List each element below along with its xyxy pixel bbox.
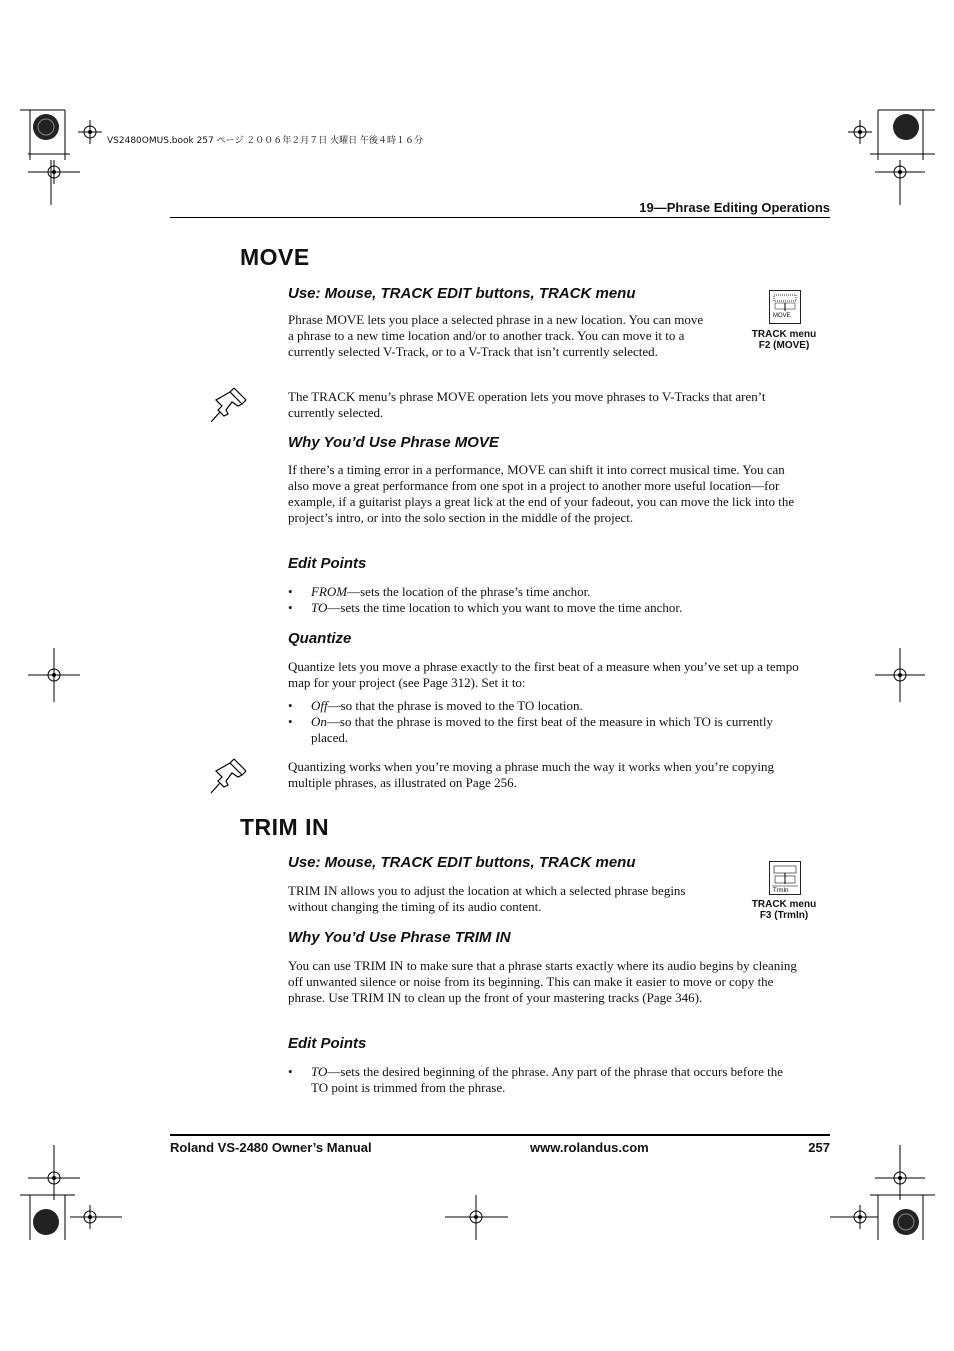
trim-in-icon-caption-line2: F3 (TrmIn) <box>759 910 809 921</box>
running-head: 19—Phrase Editing Operations <box>639 200 830 215</box>
move-quantize-heading: Quantize <box>288 630 352 647</box>
quantize-term: Off <box>311 698 328 713</box>
move-edit-points-heading: Edit Points <box>288 555 367 572</box>
quantize-options-list <box>288 698 803 746</box>
trim-in-track-menu-icon <box>769 861 801 895</box>
edit-point-text: —sets the location of the phrase’s time anchor. <box>347 584 591 599</box>
trim-in-icon-caption <box>734 899 834 921</box>
footer-rule <box>170 1134 830 1136</box>
move-note: The TRACK menu’s phrase MOVE operation lets you move phrases to V-Tracks that aren’t currently selected. <box>288 389 766 420</box>
edit-point-text: —sets the time location to which you want to move the time anchor. <box>327 600 683 615</box>
move-why-text: If there’s a timing error in a performance, MOVE can shift it into correct musical time. You can also move a great performance from one spot in a project to another more useful location—for example, if a guitarist plays a great lick at the end of your fadeout, you can move the lick into the project’s intro, or into the solo section in the middle of the project. <box>288 462 795 525</box>
section-title-trim-in: TRIM IN <box>240 814 330 840</box>
footer-manual-title: Roland VS-2480 Owner’s Manual <box>170 1140 372 1155</box>
file-header: VS2480OMUS.book 257 ページ ２００６年２月７日 火曜日 午後４時１６分 <box>107 136 424 146</box>
quantize-option-text: —so that the phrase is moved to the TO location. <box>327 698 583 713</box>
edit-point-term: TO <box>311 600 328 615</box>
header-rule <box>170 217 830 218</box>
list-item: • On—so that the phrase is moved to the first beat of the measure in which TO is currently placed. <box>288 714 773 745</box>
trim-in-why-text: You can use TRIM IN to make sure that a phrase starts exactly where its audio begins by cleaning off unwanted silence or noise from its beginning. This can make it easier to move or copy the phrase. Use TRIM IN to clean up the front of your mastering tracks (Page 346). <box>288 958 797 1005</box>
trim-in-edit-points-list <box>288 1064 803 1096</box>
list-item: • TO—sets the time location to which you want to move the time anchor. <box>288 600 683 615</box>
footer-url[interactable]: www.rolandus.com <box>530 1140 649 1155</box>
quantize-term: On <box>311 714 327 729</box>
svg-text:TrmIn: TrmIn <box>773 888 789 894</box>
list-item: • FROM—sets the location of the phrase’s time anchor. <box>288 584 591 599</box>
move-edit-points-list <box>288 584 803 616</box>
section-title-move: MOVE <box>240 244 310 270</box>
trim-in-edit-points-heading: Edit Points <box>288 1035 367 1052</box>
trim-in-intro: TRIM IN allows you to adjust the location at which a selected phrase begins without changing the timing of its audio content. <box>288 883 686 914</box>
note-pushpin-icon <box>208 386 248 426</box>
move-use-heading: Use: Mouse, TRACK EDIT buttons, TRACK menu <box>288 285 636 302</box>
move-icon-caption <box>734 329 834 351</box>
move-icon-caption-line2: F2 (MOVE) <box>758 340 810 351</box>
trim-in-use-heading: Use: Mouse, TRACK EDIT buttons, TRACK menu <box>288 854 636 871</box>
quantize-option-text: —so that the phrase is moved to the first beat of the measure in which TO is currently placed. <box>311 714 773 745</box>
edit-point-text: —sets the desired beginning of the phrase. Any part of the phrase that occurs before the TO point is trimmed from the phrase. <box>311 1064 783 1095</box>
trim-in-why-heading: Why You’d Use Phrase TRIM IN <box>288 929 511 946</box>
move-quantize-text: Quantize lets you move a phrase exactly to the first beat of a measure when you’ve set up a tempo map for your project (see Page 312). Set it to: <box>288 659 799 690</box>
list-item: • TO—sets the desired beginning of the phrase. Any part of the phrase that occurs before the TO point is trimmed from the phrase. <box>288 1064 783 1095</box>
footer-page-number: 257 <box>808 1140 830 1155</box>
move-intro: Phrase MOVE lets you place a selected phrase in a new location. You can move a phrase to a new time location and/or to another track. You can move it to a currently selected V-Track, or to a V-Track that isn’t currently selected. <box>288 312 704 359</box>
edit-point-term: TO <box>311 1064 328 1079</box>
move-note-quantizing: Quantizing works when you’re moving a phrase much the way it works when you’re copying multiple phrases, as illustrated on Page 256. <box>288 759 774 790</box>
trim-in-icon-graphic <box>770 862 800 894</box>
move-icon-caption-line1: TRACK menu <box>751 329 817 340</box>
move-icon-label: MOVE <box>773 313 791 319</box>
list-item: • Off—so that the phrase is moved to the TO location. <box>288 698 583 713</box>
trim-in-icon-caption-line1: TRACK menu <box>751 899 817 910</box>
move-why-heading: Why You’d Use Phrase MOVE <box>288 434 499 451</box>
edit-point-term: FROM <box>311 584 348 599</box>
move-track-menu-icon <box>769 290 801 324</box>
note-pushpin-icon <box>208 757 248 797</box>
